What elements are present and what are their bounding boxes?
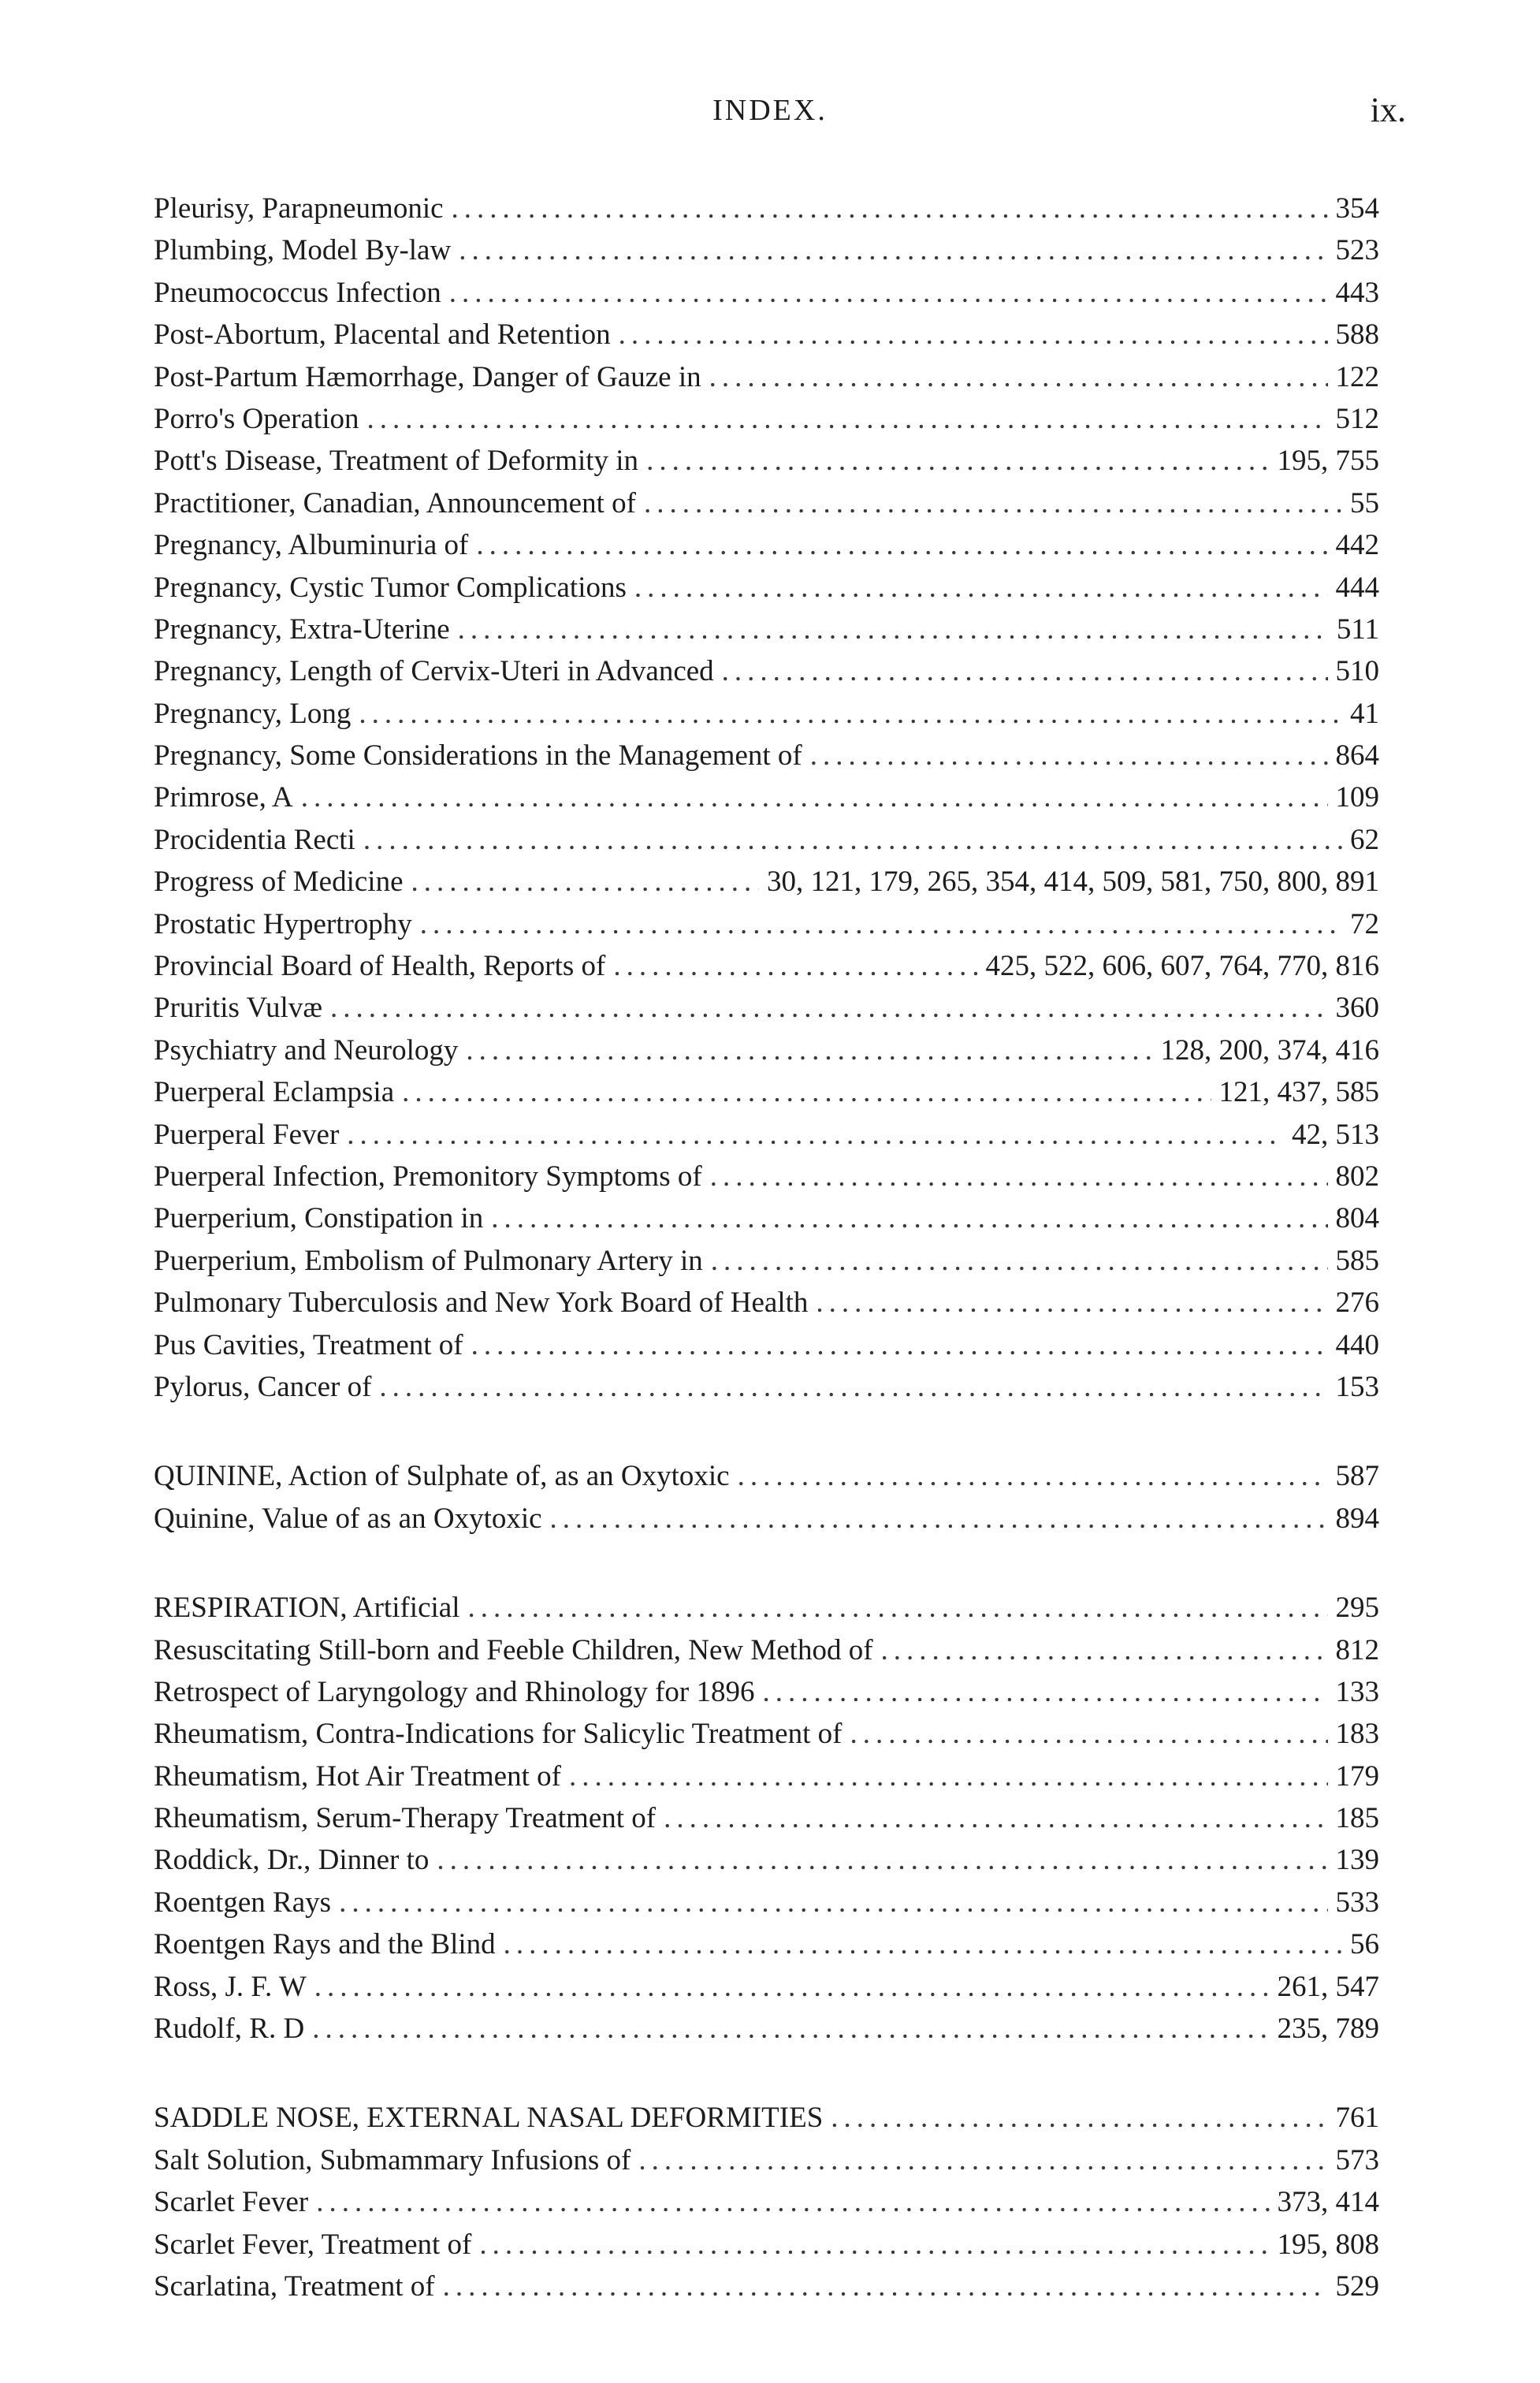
entry-text: QUININE, Action of Sulphate of, as an Oxytoxic: [154, 1460, 730, 1493]
index-entry: [154, 2266, 1379, 2307]
dot-leader: [664, 1797, 1327, 1839]
entry-text: Pus Cavities, Treatment of: [154, 1328, 463, 1361]
dot-leader: [437, 1839, 1327, 1881]
entry-pages: 354: [1335, 192, 1379, 225]
entry-pages: 894: [1335, 1502, 1379, 1535]
dot-leader: [466, 1030, 1152, 1071]
entry-pages: 761: [1335, 2102, 1379, 2135]
entry-text: Puerperal Fever: [154, 1118, 340, 1151]
entry-pages: 443: [1335, 276, 1379, 309]
index-entry: [154, 2224, 1379, 2266]
index-section: [154, 1587, 1379, 2050]
index-entry: [154, 398, 1379, 440]
dot-leader: [379, 1366, 1327, 1408]
index-entry: [154, 1882, 1379, 1923]
entry-pages: 62: [1350, 823, 1379, 856]
entry-text: Prostatic Hypertrophy: [154, 907, 412, 940]
entry-pages: 133: [1335, 1675, 1379, 1708]
entry-text: Pregnancy, Length of Cervix-Uteri in Advanced: [154, 655, 714, 688]
entry-text: SADDLE NOSE, EXTERNAL NASAL DEFORMITIES: [154, 2102, 824, 2135]
dot-leader: [850, 1713, 1327, 1755]
index-entry: [154, 188, 1379, 229]
dot-leader: [443, 2266, 1328, 2307]
entry-text: Pruritis Vulvæ: [154, 992, 322, 1025]
dot-leader: [644, 482, 1342, 524]
index-entry: [154, 2097, 1379, 2139]
dot-leader: [738, 1455, 1328, 1497]
entry-text: Progress of Medicine: [154, 866, 404, 899]
entry-text: Practitioner, Canadian, Announcement of: [154, 486, 636, 519]
entry-text: Rheumatism, Hot Air Treatment of: [154, 1759, 561, 1793]
index-entry: [154, 229, 1379, 271]
dot-leader: [881, 1629, 1328, 1671]
dot-leader: [411, 861, 760, 903]
dot-leader: [569, 1756, 1328, 1797]
entry-text: Pregnancy, Albuminuria of: [154, 529, 469, 562]
index-entry: [154, 524, 1379, 566]
dot-leader: [359, 693, 1342, 735]
entry-pages: 512: [1335, 402, 1379, 435]
dot-leader: [449, 272, 1328, 314]
index-entry: [154, 1366, 1379, 1408]
index-entry: [154, 1797, 1379, 1839]
index-entry: [154, 1156, 1379, 1197]
index-entry: [154, 1587, 1379, 1629]
index-entry: [154, 314, 1379, 356]
entry-pages: 588: [1335, 318, 1379, 352]
entry-pages: 179: [1335, 1759, 1379, 1793]
dot-leader: [467, 1587, 1327, 1629]
entry-pages: 373, 414: [1277, 2186, 1379, 2219]
index-entry: [154, 482, 1379, 524]
dot-leader: [613, 945, 977, 987]
entry-pages: 573: [1335, 2143, 1379, 2176]
entry-text: Pylorus, Cancer of: [154, 1370, 372, 1403]
entry-text: Rudolf, R. D: [154, 2013, 305, 2046]
index-entry: [154, 1197, 1379, 1239]
index-entry: [154, 1713, 1379, 1755]
dot-leader: [314, 1966, 1270, 2008]
dot-leader: [471, 1324, 1328, 1366]
dot-leader: [646, 440, 1269, 482]
entry-pages: 128, 200, 374, 416: [1160, 1033, 1379, 1067]
index-entry: [154, 1671, 1379, 1713]
entry-pages: 587: [1335, 1460, 1379, 1493]
index-entry: [154, 1114, 1379, 1156]
entry-pages: 195, 755: [1277, 445, 1379, 478]
entry-pages: 804: [1335, 1202, 1379, 1235]
entry-pages: 30, 121, 179, 265, 354, 414, 509, 581, 750, 800, 891: [767, 866, 1379, 899]
index-entry: [154, 1071, 1379, 1113]
entry-text: Puerperal Infection, Premonitory Symptoms of: [154, 1160, 702, 1193]
dot-leader: [301, 776, 1328, 818]
entry-text: Salt Solution, Submammary Infusions of: [154, 2143, 631, 2176]
index-entry: [154, 735, 1379, 776]
index-entry: [154, 567, 1379, 609]
page-header: [0, 93, 1540, 140]
entry-text: Procidentia Recti: [154, 823, 355, 856]
index-entry: [154, 776, 1379, 818]
index-list: [154, 188, 1379, 2307]
index-entry: [154, 2008, 1379, 2050]
index-entry: [154, 1498, 1379, 1540]
index-entry: [154, 1966, 1379, 2008]
dot-leader: [330, 987, 1328, 1029]
index-entry: [154, 1756, 1379, 1797]
dot-leader: [638, 2139, 1327, 2181]
entry-pages: 121, 437, 585: [1218, 1076, 1379, 1109]
entry-pages: 261, 547: [1277, 1970, 1379, 2003]
index-entry: [154, 272, 1379, 314]
dot-leader: [459, 229, 1327, 271]
entry-text: Ross, J. F. W: [154, 1970, 307, 2003]
index-entry: [154, 861, 1379, 903]
dot-leader: [491, 1197, 1327, 1239]
dot-leader: [810, 735, 1328, 776]
entry-pages: 864: [1335, 739, 1379, 773]
entry-text: Pregnancy, Extra-Uterine: [154, 613, 450, 646]
dot-leader: [366, 398, 1327, 440]
index-entry: [154, 1324, 1379, 1366]
entry-text: Pregnancy, Some Considerations in the Management of: [154, 739, 802, 773]
entry-pages: 529: [1335, 2269, 1379, 2303]
entry-pages: 523: [1335, 234, 1379, 267]
entry-pages: 276: [1335, 1286, 1379, 1320]
entry-text: Puerperium, Embolism of Pulmonary Artery in: [154, 1244, 703, 1277]
entry-text: Scarlet Fever: [154, 2186, 309, 2219]
entry-text: Provincial Board of Health, Reports of: [154, 950, 606, 983]
index-entry: [154, 2139, 1379, 2181]
index-entry: [154, 693, 1379, 735]
entry-text: Rheumatism, Contra-Indications for Salicylic Treatment of: [154, 1718, 843, 1751]
entry-text: Pott's Disease, Treatment of Deformity in: [154, 445, 639, 478]
entry-pages: 122: [1335, 360, 1379, 393]
dot-leader: [762, 1671, 1327, 1713]
entry-pages: 585: [1335, 1244, 1379, 1277]
entry-pages: 295: [1335, 1592, 1379, 1625]
entry-pages: 195, 808: [1277, 2228, 1379, 2261]
index-entry: [154, 1282, 1379, 1324]
dot-leader: [458, 609, 1329, 650]
index-entry: [154, 945, 1379, 987]
entry-text: Post-Abortum, Placental and Retention: [154, 318, 611, 352]
entry-pages: 183: [1335, 1718, 1379, 1751]
entry-text: Pneumococcus Infection: [154, 276, 441, 309]
entry-text: Quinine, Value of as an Oxytoxic: [154, 1502, 542, 1535]
index-entry: [154, 1629, 1379, 1671]
entry-pages: 511: [1336, 613, 1379, 646]
entry-text: Resuscitating Still-born and Feeble Children, New Method of: [154, 1633, 873, 1666]
dot-leader: [711, 1240, 1328, 1282]
entry-pages: 802: [1335, 1160, 1379, 1193]
index-entry: [154, 987, 1379, 1029]
index-entry: [154, 356, 1379, 398]
index-entry: [154, 1455, 1379, 1497]
index-entry: [154, 2181, 1379, 2223]
entry-text: Pleurisy, Parapneumonic: [154, 192, 444, 225]
entry-pages: 812: [1335, 1633, 1379, 1666]
entry-text: Porro's Operation: [154, 402, 359, 435]
entry-text: Scarlatina, Treatment of: [154, 2269, 435, 2303]
dot-leader: [831, 2097, 1327, 2139]
entry-pages: 235, 789: [1277, 2013, 1379, 2046]
entry-pages: 139: [1335, 1844, 1379, 1877]
entry-pages: 55: [1350, 486, 1379, 519]
index-entry: [154, 1240, 1379, 1282]
entry-text: Plumbing, Model By-law: [154, 234, 452, 267]
entry-pages: 444: [1335, 571, 1379, 604]
entry-text: Pulmonary Tuberculosis and New York Board of Health: [154, 1286, 809, 1320]
index-entry: [154, 819, 1379, 861]
entry-text: Pregnancy, Cystic Tumor Complications: [154, 571, 627, 604]
entry-pages: 442: [1335, 529, 1379, 562]
dot-leader: [316, 2181, 1269, 2223]
dot-leader: [479, 2224, 1269, 2266]
dot-leader: [710, 1156, 1328, 1197]
entry-pages: 360: [1335, 992, 1379, 1025]
entry-pages: 42, 513: [1292, 1118, 1379, 1151]
entry-pages: 56: [1350, 1928, 1379, 1961]
entry-pages: 109: [1335, 781, 1379, 814]
dot-leader: [312, 2008, 1269, 2050]
index-entry: [154, 609, 1379, 650]
entry-pages: 41: [1350, 697, 1379, 730]
dot-leader: [504, 1923, 1342, 1965]
page-title: INDEX.: [712, 94, 828, 127]
entry-pages: 153: [1335, 1370, 1379, 1403]
dot-leader: [402, 1071, 1211, 1113]
entry-pages: 510: [1335, 655, 1379, 688]
index-entry: [154, 1030, 1379, 1071]
dot-leader: [619, 314, 1328, 356]
entry-text: Primrose, A: [154, 781, 293, 814]
index-entry: [154, 903, 1379, 945]
dot-leader: [452, 188, 1328, 229]
entry-text: Roentgen Rays: [154, 1886, 332, 1919]
index-entry: [154, 650, 1379, 692]
entry-text: Scarlet Fever, Treatment of: [154, 2228, 472, 2261]
entry-pages: 533: [1335, 1886, 1379, 1919]
index-entry: [154, 1923, 1379, 1965]
index-section: [154, 2097, 1379, 2307]
dot-leader: [476, 524, 1327, 566]
entry-pages: 425, 522, 606, 607, 764, 770, 816: [985, 950, 1379, 983]
entry-text: Psychiatry and Neurology: [154, 1033, 459, 1067]
index-section: [154, 1455, 1379, 1540]
dot-leader: [363, 819, 1342, 861]
index-entry: [154, 1839, 1379, 1881]
entry-pages: 185: [1335, 1802, 1379, 1835]
dot-leader: [347, 1114, 1284, 1156]
entry-text: Puerperal Eclampsia: [154, 1076, 395, 1109]
dot-leader: [722, 650, 1328, 692]
dot-leader: [550, 1498, 1328, 1540]
entry-text: Retrospect of Laryngology and Rhinology for 1896: [154, 1675, 755, 1708]
entry-text: Roentgen Rays and the Blind: [154, 1928, 496, 1961]
dot-leader: [816, 1282, 1327, 1324]
dot-leader: [420, 903, 1342, 945]
entry-text: Puerperium, Constipation in: [154, 1202, 484, 1235]
page-number: ix.: [1370, 91, 1406, 129]
entry-text: RESPIRATION, Artificial: [154, 1592, 460, 1625]
entry-text: Roddick, Dr., Dinner to: [154, 1844, 430, 1877]
index-entry: [154, 440, 1379, 482]
entry-text: Pregnancy, Long: [154, 697, 352, 730]
entry-text: Rheumatism, Serum-Therapy Treatment of: [154, 1802, 657, 1835]
dot-leader: [634, 567, 1328, 609]
entry-pages: 72: [1350, 907, 1379, 940]
entry-pages: 440: [1335, 1328, 1379, 1361]
index-section: [154, 188, 1379, 1408]
entry-text: Post-Partum Hæmorrhage, Danger of Gauze in: [154, 360, 701, 393]
dot-leader: [339, 1882, 1327, 1923]
dot-leader: [709, 356, 1328, 398]
